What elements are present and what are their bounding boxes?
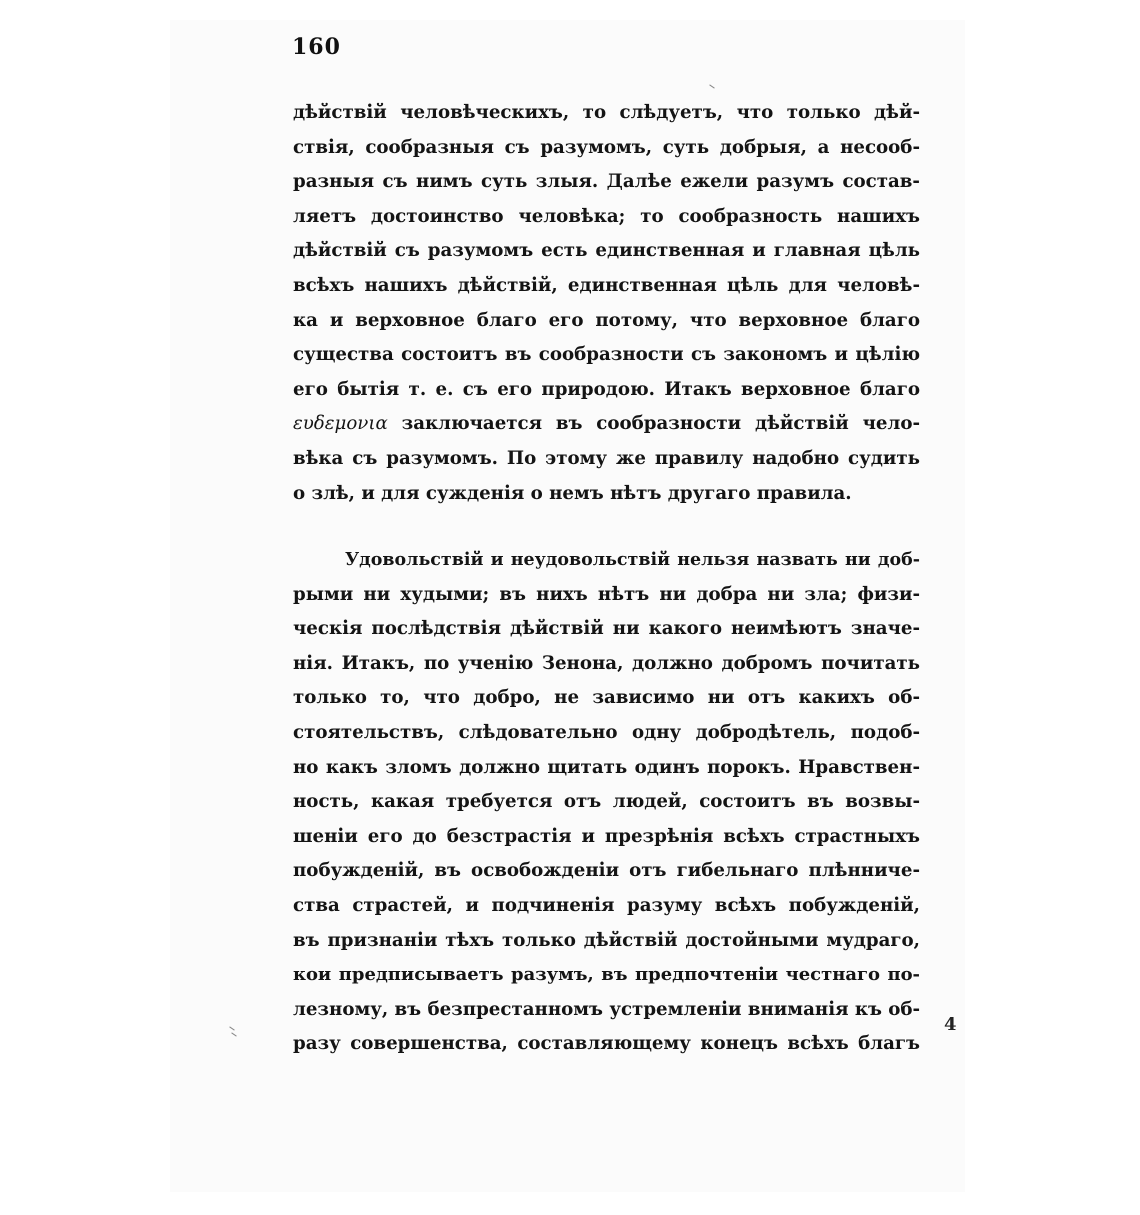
text-line: шеніи его до безстрастія и презрѣнія всѣхъ страстныхъ	[293, 825, 920, 847]
text-line: всѣхъ нашихъ дѣйствій, единственная цѣль для человѣ-	[293, 274, 920, 296]
text-line: дѣйствій человѣческихъ, то слѣдуетъ, что только дѣй-	[293, 102, 920, 123]
text-line-with-greek	[293, 407, 920, 442]
text-line-last: о злѣ, и для сужденія о немъ нѣтъ другаго правила.	[293, 482, 852, 504]
text-line: ка и верховное благо его потому, что верховное благо	[293, 309, 920, 331]
text-line: ствія, сообразныя съ разумомъ, суть добрыя, а несооб-	[293, 136, 920, 158]
text-line: ства страстей, и подчиненія разуму всѣхъ побужденій,	[293, 894, 920, 916]
page-number: 160	[292, 34, 341, 60]
signature-mark: 4	[944, 1014, 957, 1035]
text-line: побужденій, въ освобожденіи отъ гибельнаго плѣнниче-	[293, 860, 920, 882]
text-line: дѣйствій съ разумомъ есть единственная и главная цѣль	[293, 240, 920, 262]
text-line: рыми ни худыми; въ нихъ нѣтъ ни добра ни зла; физи-	[293, 583, 920, 605]
text-line: въ признаніи тѣхъ только дѣйствій достойными мудраго,	[293, 929, 920, 951]
text-line: лезному, въ безпрестанномъ устремленіи вниманія къ об-	[293, 998, 921, 1020]
text-line: нія. Итакъ, по ученію Зенона, должно добромъ почитать	[293, 652, 920, 674]
text-line: ляетъ достоинство человѣка; то сообразность нашихъ	[293, 205, 920, 227]
text-line: но какъ зломъ должно щитать одинъ порокъ. Нравствен-	[293, 756, 920, 778]
text-line: разныя съ нимъ суть злыя. Далѣе ежели разумъ состав-	[293, 171, 920, 193]
text-line-rest: заключается въ сообразности дѣйствій чело-	[387, 413, 920, 435]
text-line: ность, какая требуется отъ людей, состоитъ въ возвы-	[293, 791, 920, 813]
text-line: кои предписываетъ разумъ, въ предпочтеніи честнаго по-	[293, 964, 920, 986]
text-line: вѣка съ разумомъ. По этому же правилу надобно судить	[293, 447, 920, 469]
greek-word: ευδεμονια	[293, 413, 388, 435]
text-line-indented: Удовольствій и неудовольствій нельзя назвать ни доб-	[345, 550, 920, 570]
text-line: существа состоитъ въ сообразности съ закономъ и цѣлію	[293, 344, 920, 366]
text-line: только то, что добро, не зависимо ни отъ какихъ об-	[293, 687, 920, 709]
text-line: разу совершенства, составляющему конецъ всѣхъ благъ	[293, 1033, 920, 1055]
paragraph-1	[293, 96, 920, 511]
text-line: ческія послѣдствія дѣйствій ни какого неимѣютъ значе-	[293, 618, 920, 640]
text-line: стоятельствъ, слѣдовательно одну добродѣтель, подоб-	[293, 721, 920, 743]
paragraph-2	[293, 543, 920, 1062]
text-line: его бытія т. е. съ его природою. Итакъ верховное благо	[293, 378, 920, 400]
